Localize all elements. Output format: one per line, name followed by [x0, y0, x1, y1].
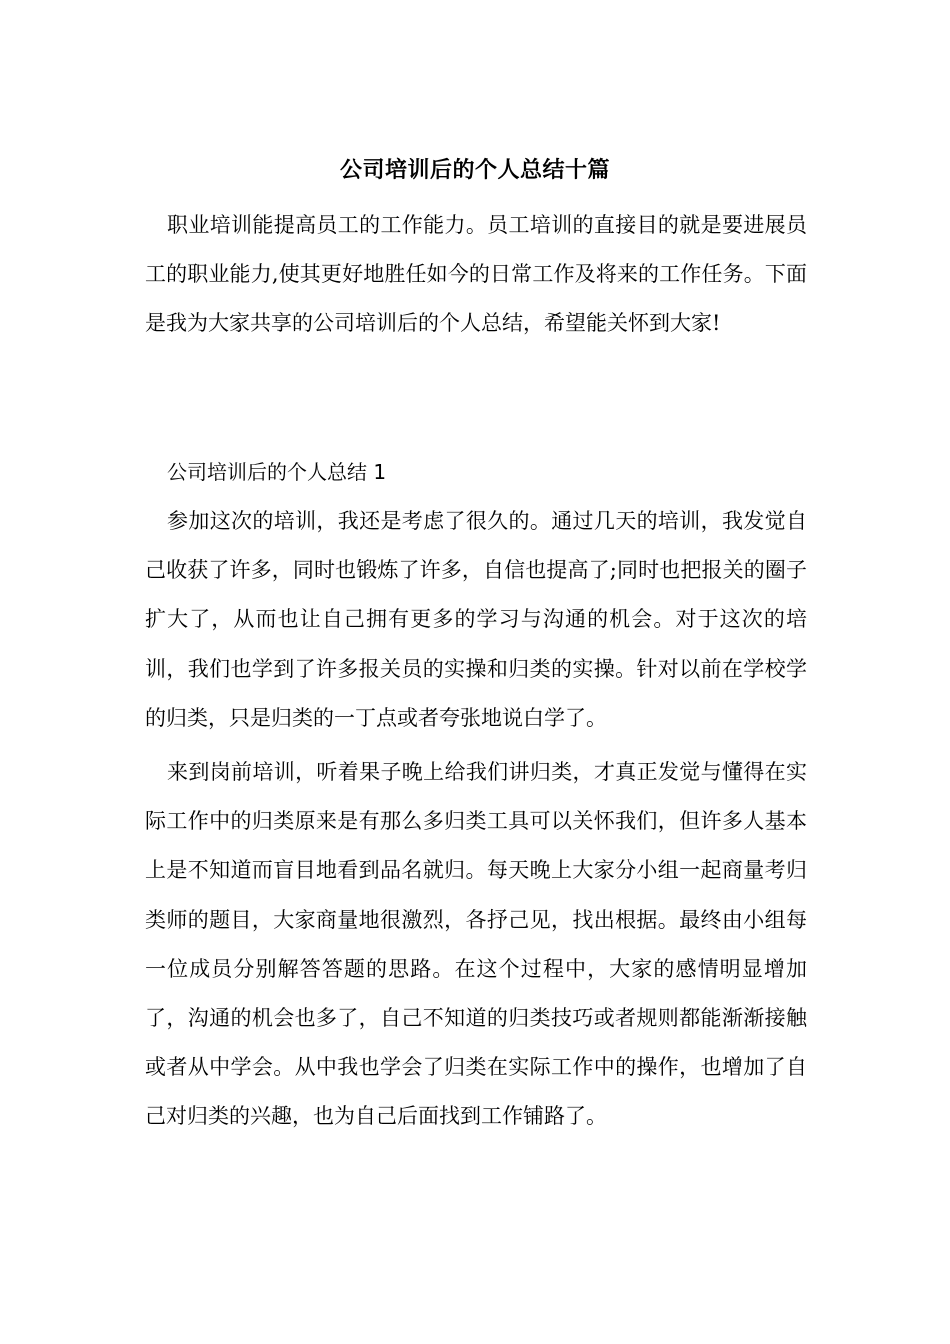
intro-paragraph: 职业培训能提高员工的工作能力。员工培训的直接目的就是要进展员工的职业能力,使其更好地胜任如今的日常工作及将来的工作任务。下面是我为大家共享的公司培训后的个人总结，希望能关怀到大家!: [145, 213, 807, 336]
section-heading: 公司培训后的个人总结 1: [167, 460, 387, 484]
body-paragraph: 来到岗前培训，听着果子晚上给我们讲归类，才真正发觉与懂得在实际工作中的归类原来是有那么多归类工具可以关怀我们，但许多人基本上是不知道而盲目地看到品名就归。每天晚上大家分小组一起商量考归类师的题目，大家商量地很激烈，各抒己见，找出根据。最终由小组每一位成员分别解答答题的思路。在这个过程中，大家的感情明显增加了，沟通的机会也多了，自己不知道的归类技巧或者规则都能渐渐接触或者从中学会。从中我也学会了归类在实际工作中的操作，也增加了自己对归类的兴趣，也为自己后面找到工作铺路了。: [145, 760, 807, 1129]
body-paragraph: 参加这次的培训，我还是考虑了很久的。通过几天的培训，我发觉自己收获了许多，同时也锻炼了许多，自信也提高了;同时也把报关的圈子扩大了，从而也让自己拥有更多的学习与沟通的机会。对于这次的培训，我们也学到了许多报关员的实操和归类的实操。针对以前在学校学的归类，只是归类的一丁点或者夸张地说白学了。: [145, 509, 807, 730]
document-title: 公司培训后的个人总结十篇: [339, 157, 610, 183]
